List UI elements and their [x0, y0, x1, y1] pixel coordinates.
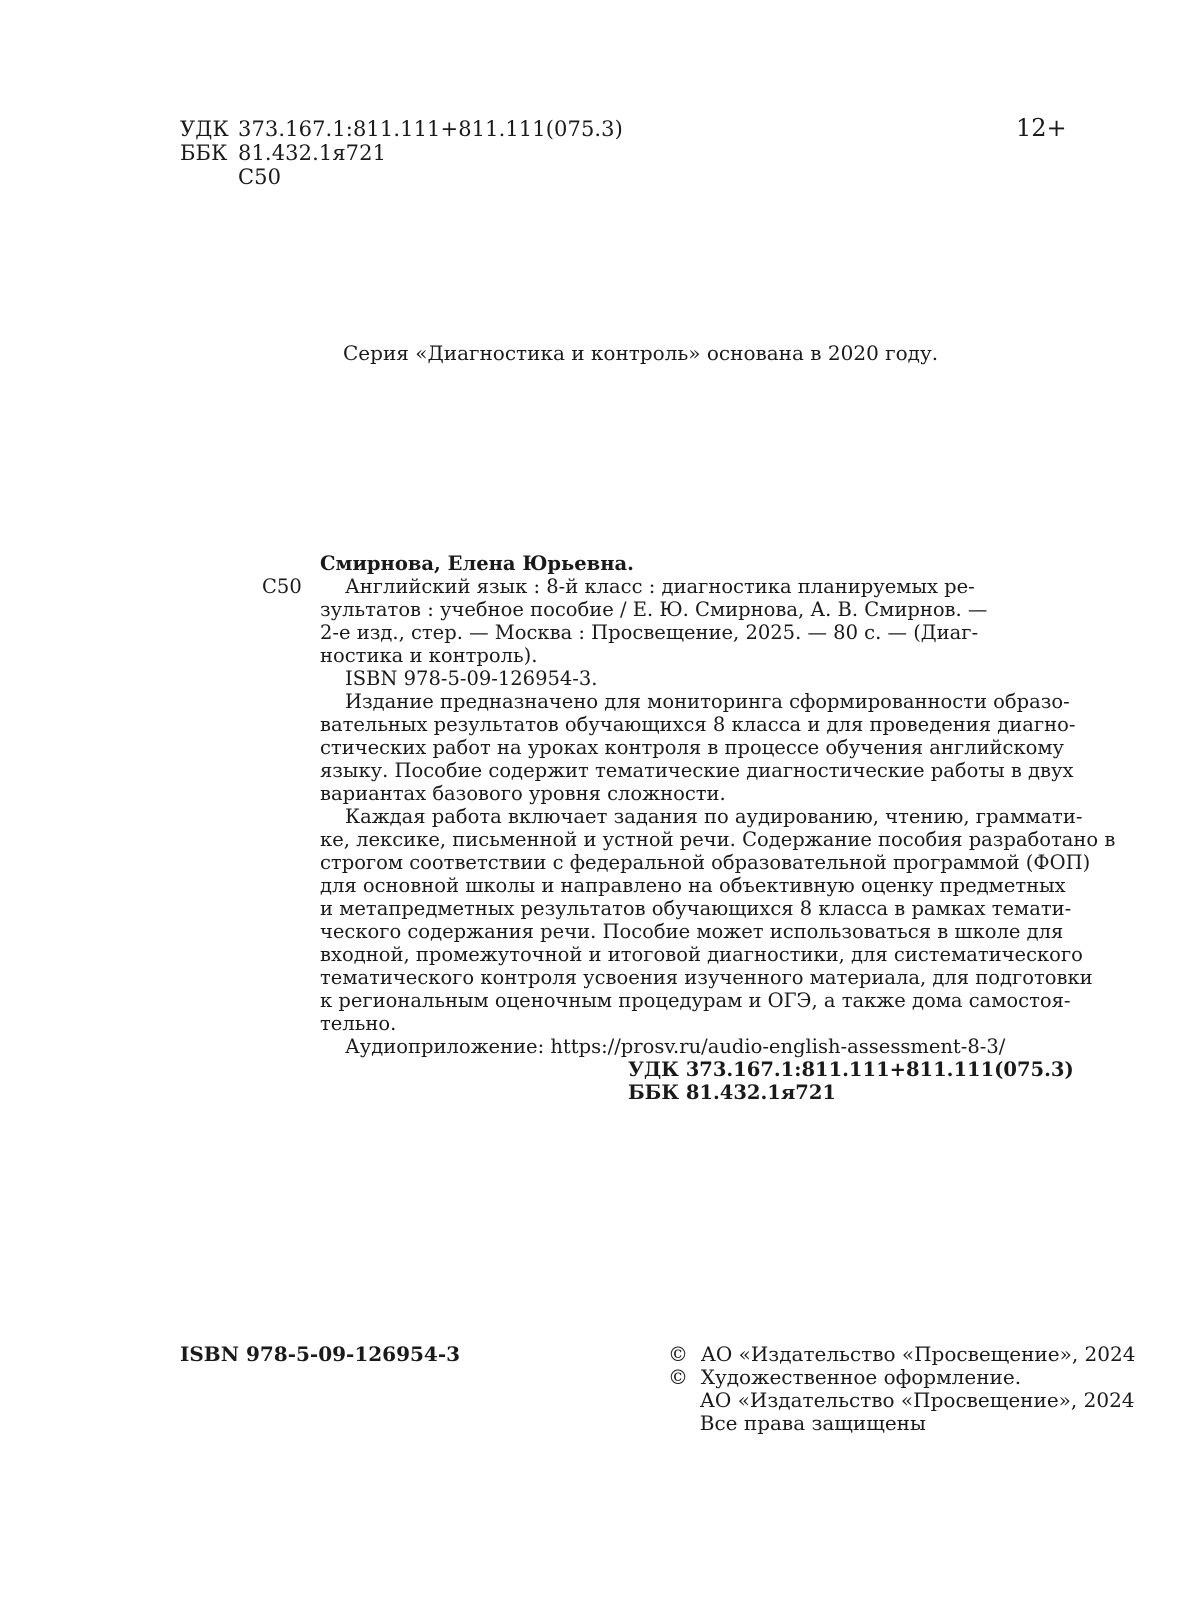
annotation-line: вательных результатов обучающихся 8 класса и для проведения диагно-	[320, 713, 1076, 736]
annotation-line: входной, промежуточной и итоговой диагностики, для систематического	[320, 943, 1083, 966]
annotation-line: для основной школы и направлено на объективную оценку предметных	[320, 874, 1066, 897]
annotation-line: тельно.	[320, 1012, 397, 1035]
annotation-line: к региональным оценочным процедурам и ОГЭ, а также дома самостоя-	[320, 989, 1071, 1012]
annotation-line: Каждая работа включает задания по аудированию, чтению, граммати-	[345, 805, 1083, 828]
bbk-bottom: ББК 81.432.1я721	[628, 1081, 836, 1104]
annotation-line: ческого содержания речи. Пособие может использоваться в школе для	[320, 920, 1064, 943]
annotation-line: и метапредметных результатов обучающихся 8 класса в рамках темати-	[320, 897, 1072, 920]
copyright-line: © АО «Издательство «Просвещение», 2024	[668, 1342, 1136, 1366]
annotation-line: стических работ на уроках контроля в процессе обучения английскому	[320, 736, 1065, 759]
udk-value: 373.167.1:811.111+811.111(075.3)	[238, 117, 623, 141]
copyright-line: Все права защищены	[668, 1411, 926, 1435]
audio-link-line: Аудиоприложение: https://prosv.ru/audio-english-assessment-8-3/	[345, 1035, 1006, 1058]
bibliographic-line: ностика и контроль).	[320, 644, 538, 667]
series-note: Серия «Диагностика и контроль» основана в 2020 году.	[343, 341, 939, 365]
annotation-line: вариантах базового уровня сложности.	[320, 782, 726, 805]
catalog-author-mark: С50	[262, 575, 302, 598]
copyright-line: © Художественное оформление.	[668, 1365, 1022, 1389]
footer-isbn: ISBN 978-5-09-126954-3	[180, 1342, 461, 1366]
author-heading: Смирнова, Елена Юрьевна.	[320, 552, 634, 575]
annotation-line: ке, лексике, письменной и устной речи. Содержание пособия разработано в	[320, 828, 1116, 851]
annotation-line: тематического контроля усвоения изученного материала, для подготовки	[320, 966, 1093, 989]
bibliographic-line: зультатов : учебное пособие / Е. Ю. Смирнова, А. В. Смирнов. —	[320, 598, 988, 621]
bibliographic-line: 2-е изд., стер. — Москва : Просвещение, 2025. — 80 с. — (Диаг-	[320, 621, 979, 644]
annotation-line: строгом соответствии с федеральной образовательной программой (ФОП)	[320, 851, 1091, 874]
bbk-label: ББК	[180, 141, 228, 165]
copyright-line: АО «Издательство «Просвещение», 2024	[668, 1388, 1135, 1412]
isbn-line: ISBN 978-5-09-126954-3.	[345, 667, 598, 690]
annotation-line: Издание предназначено для мониторинга сформированности образо-	[345, 690, 1070, 713]
annotation-line: языку. Пособие содержит тематические диагностические работы в двух	[320, 759, 1074, 782]
bibliographic-line: Английский язык : 8-й класс : диагностика планируемых ре-	[345, 575, 975, 598]
author-mark: С50	[238, 165, 282, 189]
udk-label: УДК	[180, 117, 229, 141]
age-rating: 12+	[1016, 114, 1067, 142]
udk-bottom: УДК 373.167.1:811.111+811.111(075.3)	[628, 1058, 1074, 1081]
bbk-value: 81.432.1я721	[238, 141, 387, 165]
